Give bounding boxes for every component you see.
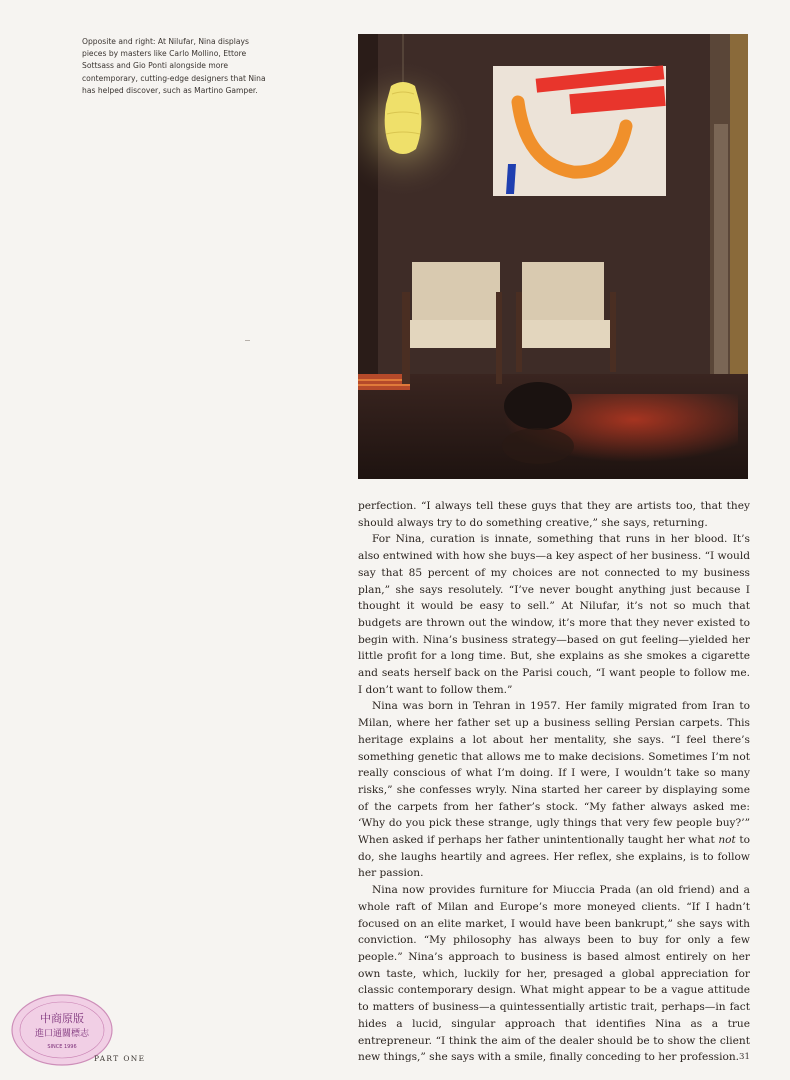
- stamp-line1: 中商原版: [40, 1012, 84, 1025]
- photo-caption: Opposite and right: At Nilufar, Nina displays pieces by masters like Carlo Mollino, Ettore Sottsass and Gio Ponti alongside more contemporary, cutting-edge designers that Nina has helped discover, such as Martino Gamper.: [82, 37, 266, 95]
- article-paragraph: [358, 698, 750, 882]
- page-number: 31: [739, 1052, 750, 1062]
- article-paragraph: Nina now provides furniture for Miuccia Prada (an old friend) and a whole raft of Milan and Europe’s more moneyed clients. “If I hadn’t focused on an elite market, I would have been bankrupt,” she says with conviction. “My philosophy has always been to buy for only a few people.” Nina’s approach to business is based almost entirely on her own taste, which, luckily for her, presaged a global appreciation for classic contemporary design. What might appear to be a vague attitude to matters of business—a quintessentially artistic trait, perhaps—in fact hides a lucid, singular approach that identifies Nina as a true entrepreneur. “I think the aim of the dealer should be to show the client new things,” she says with a smile, finally conceding to her profession.: [358, 884, 750, 1064]
- section-label: PART ONE: [94, 1054, 146, 1063]
- article-body: [358, 498, 750, 1066]
- stamp-line2: 進口通關標志: [34, 1029, 90, 1039]
- stamp-since: SINCE 1996: [47, 1044, 77, 1050]
- article-paragraph: perfection. “I always tell these guys that they are artists too, that they should always try to do something creative,” she says, returning.: [358, 500, 750, 529]
- article-paragraph: For Nina, curation is innate, something that runs in her blood. It’s also entwined with how she buys—a key aspect of her business. “I would say that 85 percent of my choices are not connected to my business plan,” she says resolutely. “I’ve never bought anything just because I thought it would be easy to sell.” At Nilufar, it’s not so much that budgets are thrown out the window, it’s more that they never existed to begin with. Nina’s business strategy—based on gut feeling—yielded her little profit for a long time. But, she explains as she smokes a cigarette and seats herself back on the Parisi couch, “I want people to follow me. I don’t want to follow them.”: [358, 533, 750, 696]
- crop-mark: [245, 340, 250, 341]
- interior-photo: [358, 34, 748, 479]
- article-text: to do, she laughs heartily and agrees. Her reflex, she explains, is to follow her passion.: [358, 834, 750, 880]
- article-text: Nina was born in Tehran in 1957. Her family migrated from Iran to Milan, where her father set up a business selling Persian carpets. This heritage explains a lot about her mentality, she says. “I feel there’s something genetic that allows me to make decisions. Sometimes I’m not really conscious of what I’m doing. If I were, I wouldn’t take so many risks,” she confesses wryly. Nina started her career by displaying some of the carpets from her father’s stock. “My father always asked me: ‘Why do you pick these strange, ugly things that very few people buy?’” When asked if perhaps her father unintentionally taught her what: [358, 700, 750, 847]
- emphasis-text: not: [718, 834, 736, 847]
